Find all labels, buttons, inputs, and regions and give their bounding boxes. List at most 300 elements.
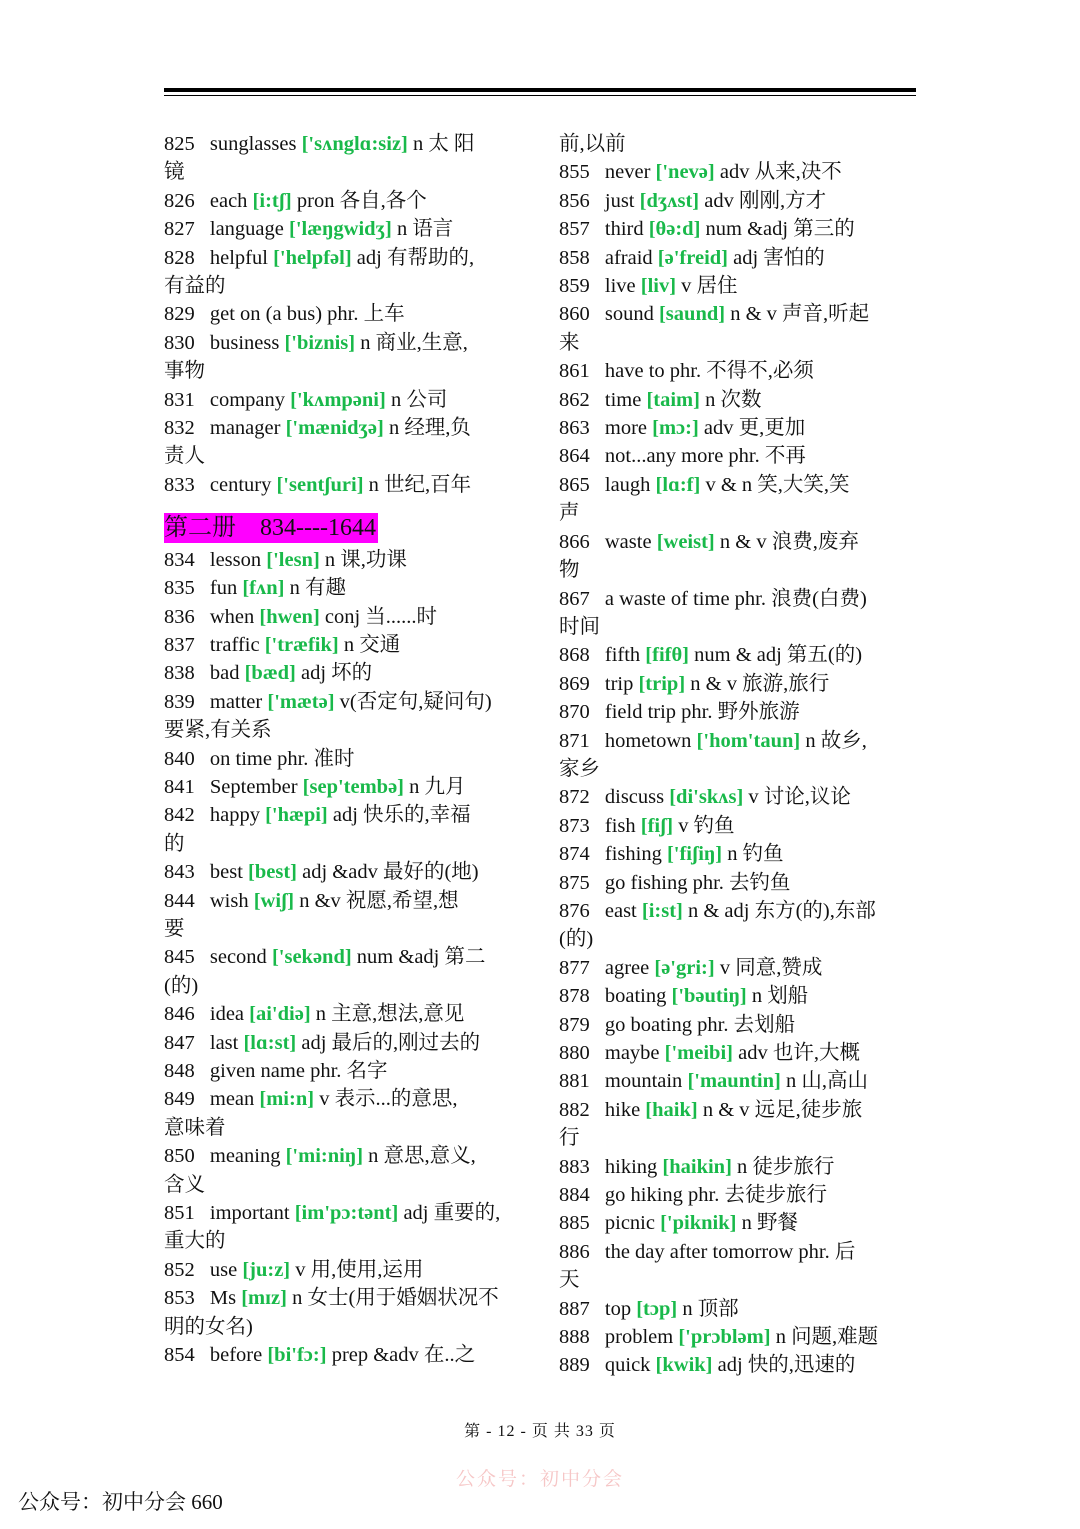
- entry-number: 875: [559, 871, 590, 894]
- entry-meaning: v 表示...的意思,: [319, 1088, 458, 1111]
- entry-word: business: [209, 331, 280, 354]
- entry-meaning: n & v 声音,听起: [730, 303, 870, 326]
- entry-word: last: [209, 1031, 239, 1054]
- entry-meaning-continued: 来: [559, 331, 580, 354]
- entry-number: 857: [559, 218, 590, 241]
- entry-meaning: n 山,高山: [785, 1070, 868, 1093]
- entry-phonetic: [sep'tembə]: [302, 775, 405, 798]
- entry-meaning: phr. 上车: [327, 303, 405, 326]
- entry-meaning: v 讨论,议论: [748, 786, 851, 809]
- vocab-entry: [164, 943, 524, 971]
- entry-number: 872: [559, 786, 590, 809]
- entry-word: before: [209, 1344, 263, 1367]
- entry-word: waste: [604, 530, 652, 553]
- entry-meaning: n 钓鱼: [727, 843, 784, 866]
- entry-phonetic: [dʒʌst]: [639, 189, 700, 212]
- entry-number: 826: [164, 189, 195, 212]
- entry-word: fish: [604, 814, 636, 837]
- entry-phonetic: ['sentʃuri]: [276, 473, 364, 496]
- entry-meaning-continued: 含义: [164, 1173, 205, 1196]
- entry-meaning: v 钓鱼: [678, 814, 735, 837]
- entry-word: top: [604, 1297, 632, 1320]
- entry-phonetic: ['lesn]: [266, 548, 320, 571]
- entry-word: wish: [209, 889, 249, 912]
- entry-word: fifth: [604, 644, 641, 667]
- entry-word: traffic: [209, 633, 260, 656]
- entry-word: picnic: [604, 1212, 655, 1235]
- entry-number: 852: [164, 1258, 195, 1281]
- vocab-entry: [559, 585, 919, 613]
- entry-word: quick: [604, 1354, 651, 1377]
- entry-number: 853: [164, 1287, 195, 1310]
- entry-meaning: adj 重要的,: [403, 1202, 501, 1225]
- entry-meaning: n 主意,想法,意见: [315, 1003, 465, 1026]
- entry-word: meaning: [209, 1145, 281, 1168]
- header-rule-thin: [164, 95, 916, 96]
- entry-word: company: [209, 388, 286, 411]
- entry-number: 855: [559, 161, 590, 184]
- entry-meaning: phr. 去划船: [697, 1013, 796, 1036]
- entry-phonetic: ['nevə]: [655, 161, 715, 184]
- entry-number: 836: [164, 605, 195, 628]
- entry-meaning: adv 从来,决不: [719, 161, 842, 184]
- entry-phonetic: ['træfik]: [264, 633, 339, 656]
- entry-word: live: [604, 275, 636, 298]
- entry-meaning: adj 害怕的: [733, 246, 825, 269]
- entry-meaning: adj 坏的: [301, 662, 373, 685]
- entry-meaning: adj 最后的,刚过去的: [301, 1031, 481, 1054]
- entry-number: 858: [559, 246, 590, 269]
- entry-number: 835: [164, 577, 195, 600]
- entry-meaning: adv 刚刚,方才: [704, 189, 827, 212]
- vocab-entry: [559, 641, 919, 669]
- entry-meaning-continued: (的): [164, 974, 199, 997]
- entry-phonetic: [bæd]: [244, 662, 296, 685]
- entry-meaning-continued: 镜: [164, 161, 185, 184]
- entry-phonetic: [fifθ]: [645, 644, 689, 667]
- entry-word: century: [209, 473, 272, 496]
- entry-meaning: n 野餐: [741, 1212, 798, 1235]
- entry-word: a waste of time: [604, 587, 730, 610]
- entry-meaning-continued: 意味着: [164, 1116, 226, 1139]
- entry-phonetic: [kwik]: [655, 1354, 713, 1377]
- section-heading: [164, 513, 524, 543]
- entry-word: boating: [604, 985, 667, 1008]
- entry-phonetic: ['bəutiŋ]: [671, 985, 747, 1008]
- entry-number: 832: [164, 417, 195, 440]
- vocab-entry: [164, 1057, 524, 1085]
- vocab-entry: [164, 215, 524, 243]
- entry-phonetic: [trip]: [638, 672, 686, 695]
- entry-phonetic: ['mauntin]: [687, 1070, 781, 1093]
- entry-word: happy: [209, 804, 260, 827]
- vocab-entry: [559, 471, 919, 499]
- vocab-entry: [559, 300, 919, 328]
- entry-number: 842: [164, 804, 195, 827]
- entry-meaning: v 用,使用,运用: [295, 1258, 424, 1281]
- entry-number: 860: [559, 303, 590, 326]
- entry-meaning-continued: 天: [559, 1269, 580, 1292]
- entry-word: fishing: [604, 843, 662, 866]
- entry-number: 846: [164, 1003, 195, 1026]
- vocab-entry: [559, 187, 919, 215]
- entry-number: 866: [559, 530, 590, 553]
- entry-number: 886: [559, 1240, 590, 1263]
- entry-meaning: phr. 去钓鱼: [692, 871, 791, 894]
- vocab-entry: [164, 1284, 524, 1312]
- entry-word: hiking: [604, 1155, 658, 1178]
- entry-word: hike: [604, 1098, 641, 1121]
- entry-meaning: phr. 后: [798, 1240, 856, 1263]
- entry-word: matter: [209, 690, 263, 713]
- entry-word: helpful: [209, 246, 268, 269]
- entry-meaning-continued: 有益的: [164, 275, 226, 298]
- entry-phonetic: ['mi:niŋ]: [285, 1145, 364, 1168]
- entry-word: use: [209, 1258, 238, 1281]
- entry-word: go fishing: [604, 871, 688, 894]
- vocab-entry: [559, 783, 919, 811]
- entry-phonetic: [θə:d]: [648, 218, 701, 241]
- vocab-entry: [559, 357, 919, 385]
- entry-meaning: n 意思,意义,: [368, 1145, 476, 1168]
- vocab-entry: [559, 1011, 919, 1039]
- entry-phonetic: [lɑ:f]: [655, 473, 701, 496]
- entry-meaning: adv 也许,大概: [738, 1042, 860, 1064]
- entry-number: 870: [559, 701, 590, 724]
- vocab-entry: [559, 812, 919, 840]
- entry-number: 859: [559, 275, 590, 298]
- entry-number: 851: [164, 1202, 195, 1225]
- credit-text: 公众号：初中分会 660: [18, 1490, 223, 1514]
- entry-word: when: [209, 605, 255, 628]
- entry-number: 845: [164, 946, 195, 969]
- entry-word: second: [209, 946, 267, 969]
- entry-meaning: adj 有帮助的,: [356, 246, 475, 269]
- entry-phonetic: ['fiʃiŋ]: [666, 843, 723, 866]
- entry-number: 881: [559, 1070, 590, 1093]
- entry-meaning: pron 各自,各个: [296, 189, 427, 212]
- entry-meaning: n 故乡,: [805, 729, 867, 752]
- vocab-entry: [559, 1238, 919, 1266]
- vocab-entry: [164, 187, 524, 215]
- entry-number: 848: [164, 1060, 195, 1082]
- vocab-entry: [164, 773, 524, 801]
- entry-word: have to: [604, 360, 665, 383]
- entry-phonetic: [fiʃ]: [640, 814, 674, 837]
- entry-phonetic: [i:tʃ]: [252, 189, 292, 212]
- entry-number: 841: [164, 775, 195, 798]
- entry-number: 884: [559, 1184, 590, 1207]
- entry-meaning: phr. 不得不,必须: [669, 360, 814, 383]
- entry-meaning: phr. 准时: [277, 747, 355, 770]
- entry-word: time: [604, 388, 642, 411]
- entry-meaning: n 徒步旅行: [737, 1155, 835, 1178]
- vocab-entry: [559, 840, 919, 868]
- entry-meaning: n 女士(用于婚姻状况不: [292, 1287, 499, 1310]
- entry-meaning: n 交通: [343, 633, 401, 656]
- vocab-entry: [559, 897, 919, 925]
- entry-number: 838: [164, 662, 195, 685]
- entry-word: maybe: [604, 1042, 660, 1064]
- vocab-entry: [559, 869, 919, 897]
- vocab-entry: [559, 1181, 919, 1209]
- entry-meaning-continued: 声: [559, 502, 580, 525]
- entry-meaning: num &adj 第二: [356, 946, 486, 969]
- vocab-entry: [164, 329, 524, 357]
- entry-word: hometown: [604, 729, 692, 752]
- vocab-entry: [559, 1351, 919, 1379]
- entry-meaning: adj 快的,迅速的: [717, 1354, 856, 1377]
- entry-word: never: [604, 161, 651, 184]
- vocab-entry: [164, 1029, 524, 1057]
- vocab-entry: [164, 603, 524, 631]
- entry-number: 839: [164, 690, 195, 713]
- vocab-entry: [164, 574, 524, 602]
- vocab-entry: [164, 386, 524, 414]
- entry-phonetic: [best]: [248, 861, 297, 884]
- entry-meaning: prep &adv 在..之: [331, 1344, 476, 1367]
- entry-meaning: n 九月: [409, 775, 466, 798]
- entry-number: 882: [559, 1098, 590, 1121]
- entry-number: 874: [559, 843, 590, 866]
- entry-meaning: phr. 名字: [310, 1060, 388, 1082]
- entry-phonetic: [hwen]: [259, 605, 320, 628]
- entry-meaning: n 次数: [705, 388, 762, 411]
- entry-phonetic: [haikin]: [662, 1155, 732, 1178]
- entry-number: 871: [559, 729, 590, 752]
- entry-phonetic: [ai'diə]: [249, 1003, 311, 1026]
- entry-number: 887: [559, 1297, 590, 1320]
- entry-meaning-continued: 行: [559, 1127, 580, 1150]
- entry-phonetic: [tɔp]: [636, 1297, 678, 1320]
- entry-number: 885: [559, 1212, 590, 1235]
- entry-number: 831: [164, 388, 195, 411]
- watermark: 公众号：初中分会: [455, 1469, 624, 1490]
- entry-meaning: n 商业,生意,: [360, 331, 468, 354]
- entry-number: 879: [559, 1013, 590, 1036]
- entry-phonetic: [mɔ:]: [652, 417, 699, 440]
- entry-number: 849: [164, 1088, 195, 1111]
- vocab-entry: [559, 244, 919, 272]
- entry-number: 827: [164, 218, 195, 241]
- entry-phonetic: ['meibi]: [664, 1042, 733, 1064]
- entry-meaning-continued: 明的女名): [164, 1315, 253, 1338]
- entry-number: 847: [164, 1031, 195, 1054]
- entry-word: the day after tomorrow: [604, 1240, 794, 1263]
- vocab-entry: [559, 1323, 919, 1351]
- entry-word: problem: [604, 1326, 674, 1349]
- entry-meaning-continued: 时间: [559, 615, 600, 638]
- entry-phonetic: [ə'freid]: [657, 246, 728, 269]
- vocab-entry: [164, 130, 524, 158]
- vocab-entry: [559, 442, 919, 470]
- vocab-column-left: [164, 130, 524, 1369]
- entry-word: sunglasses: [209, 133, 297, 155]
- entry-word: fun: [209, 577, 238, 600]
- entry-meaning-continued: 要: [164, 917, 185, 940]
- entry-word: each: [209, 189, 248, 212]
- entry-meaning: v 居住: [681, 275, 738, 298]
- vocab-entry: [164, 1341, 524, 1369]
- entry-word: given name: [209, 1060, 305, 1082]
- entry-number: 876: [559, 899, 590, 922]
- vocab-entry: [164, 887, 524, 915]
- entry-word: agree: [604, 956, 650, 979]
- entry-word: just: [604, 189, 635, 212]
- vocab-entry: [559, 727, 919, 755]
- entry-phonetic: ['mætə]: [267, 690, 335, 713]
- entry-meaning: n 课,功课: [324, 548, 407, 571]
- entry-meaning-continued: 物: [559, 559, 580, 582]
- entry-meaning: n 顶部: [682, 1297, 739, 1320]
- entry-number: 877: [559, 956, 590, 979]
- vocab-entry: [559, 1067, 919, 1095]
- entry-meaning: conj 当......时: [324, 605, 438, 628]
- vocab-entry: [559, 1295, 919, 1323]
- entry-word: lesson: [209, 548, 262, 571]
- vocab-entry: [164, 300, 524, 328]
- entry-meaning: v(否定句,疑问句): [339, 690, 492, 713]
- entry-number: 867: [559, 587, 590, 610]
- entry-word: September: [209, 775, 298, 798]
- vocab-entry: [164, 659, 524, 687]
- vocab-entry: [164, 858, 524, 886]
- entry-meaning: v 同意,赞成: [719, 956, 823, 979]
- entry-continuation: 前,以前: [559, 133, 626, 155]
- vocab-entry: [559, 272, 919, 300]
- vocab-entry: [559, 698, 919, 726]
- entry-meaning: num &adj 第三的: [705, 218, 855, 241]
- entry-number: 883: [559, 1155, 590, 1178]
- vocab-entry: [559, 670, 919, 698]
- entry-word: east: [604, 899, 637, 922]
- vocab-entry: [559, 982, 919, 1010]
- entry-phonetic: ['hom'taun]: [696, 729, 801, 752]
- entry-word: third: [604, 218, 644, 241]
- entry-meaning: n 有趣: [289, 577, 346, 600]
- vocab-entry: [559, 1096, 919, 1124]
- entry-phonetic: [taim]: [646, 388, 700, 411]
- entry-number: 861: [559, 360, 590, 383]
- entry-meaning: phr. 不再: [728, 445, 806, 468]
- vocab-entry: [559, 1039, 919, 1067]
- entry-meaning: adj &adv 最好的(地): [302, 861, 479, 884]
- entry-meaning: phr. 浪费(白费): [734, 587, 867, 610]
- entry-meaning: adj 快乐的,幸福: [332, 804, 471, 827]
- entry-number: 869: [559, 672, 590, 695]
- vocab-column-right: [559, 130, 919, 1380]
- entry-phonetic: [bi'fɔ:]: [267, 1344, 327, 1367]
- vocab-entry: [559, 215, 919, 243]
- entry-meaning: n & v 旅游,旅行: [690, 672, 830, 695]
- entry-meaning: num & adj 第五(的): [694, 644, 863, 667]
- vocab-entry: [559, 158, 919, 186]
- entry-phonetic: ['mænidʒə]: [285, 417, 384, 440]
- vocab-entry: [164, 1142, 524, 1170]
- vocab-entry: [164, 801, 524, 829]
- entry-word: more: [604, 417, 647, 440]
- entry-number: 837: [164, 633, 195, 656]
- entry-word: go boating: [604, 1013, 692, 1036]
- vocab-entry: [164, 745, 524, 773]
- entry-phonetic: [haik]: [645, 1098, 698, 1121]
- vocab-entry: [559, 414, 919, 442]
- entry-meaning: n 经理,负: [388, 417, 471, 440]
- entry-meaning: v & n 笑,大笑,笑: [705, 473, 850, 496]
- entry-word: mountain: [604, 1070, 683, 1093]
- entry-number: 863: [559, 417, 590, 440]
- entry-word: language: [209, 218, 284, 241]
- vocab-entry: [164, 1000, 524, 1028]
- entry-meaning-continued: (的): [559, 928, 594, 951]
- entry-meaning-continued: 责人: [164, 445, 205, 468]
- entry-number: 834: [164, 548, 195, 571]
- entry-phonetic: ['prɔbləm]: [678, 1326, 771, 1349]
- entry-number: 873: [559, 814, 590, 837]
- entry-word: field trip: [604, 701, 677, 724]
- entry-phonetic: [ə'gri:]: [654, 956, 715, 979]
- entry-word: laugh: [604, 473, 651, 496]
- entry-word: go hiking: [604, 1184, 683, 1207]
- entry-word: not...any more: [604, 445, 724, 468]
- entry-word: manager: [209, 417, 281, 440]
- vocab-entry: [164, 244, 524, 272]
- entry-word: idea: [209, 1003, 245, 1026]
- entry-number: 854: [164, 1344, 195, 1367]
- entry-meaning-continued: 家乡: [559, 757, 600, 780]
- entry-phonetic: ['biznis]: [284, 331, 356, 354]
- entry-meaning: n & v 远足,徒步旅: [702, 1098, 863, 1121]
- entry-number: 850: [164, 1145, 195, 1168]
- entry-number: 856: [559, 189, 590, 212]
- vocab-entry: [164, 1199, 524, 1227]
- entry-word: afraid: [604, 246, 653, 269]
- vocab-entry: [559, 386, 919, 414]
- entry-word: trip: [604, 672, 634, 695]
- entry-number: 833: [164, 473, 195, 496]
- entry-meaning: n & v 浪费,废弃: [719, 530, 859, 553]
- page-footer: 第 - 12 - 页 共 33 页: [464, 1423, 616, 1440]
- entry-word: Ms: [209, 1287, 237, 1310]
- entry-phonetic: [liv]: [640, 275, 677, 298]
- entry-phonetic: ['sekənd]: [271, 946, 352, 969]
- entry-phonetic: ['kʌmpəni]: [290, 388, 386, 411]
- entry-word: sound: [604, 303, 654, 326]
- entry-phonetic: [im'pɔ:tənt]: [294, 1202, 399, 1225]
- entry-number: 844: [164, 889, 195, 912]
- vocab-entry: [164, 1085, 524, 1113]
- entry-meaning: n 公司: [390, 388, 448, 411]
- entry-number: 880: [559, 1042, 590, 1064]
- entry-meaning: n 问题,难题: [775, 1326, 879, 1349]
- entry-word: discuss: [604, 786, 665, 809]
- entry-phonetic: [mi:n]: [259, 1088, 315, 1111]
- entry-meaning-continued: 事物: [164, 360, 205, 383]
- entry-phonetic: [fʌn]: [242, 577, 285, 600]
- vocab-entry: [164, 688, 524, 716]
- entry-phonetic: [mɪz]: [241, 1287, 287, 1310]
- entry-meaning: adv 更,更加: [703, 417, 806, 440]
- entry-meaning: n 世纪,百年: [368, 473, 472, 496]
- entry-meaning: n &v 祝愿,希望,想: [299, 889, 459, 912]
- entry-phonetic: [i:st]: [641, 899, 683, 922]
- entry-word: best: [209, 861, 243, 884]
- entry-meaning: phr. 去徒步旅行: [688, 1184, 827, 1207]
- entry-number: 862: [559, 388, 590, 411]
- entry-meaning: n 划船: [751, 985, 809, 1008]
- entry-word: bad: [209, 662, 240, 685]
- entry-meaning: n & adj 东方(的),东部: [687, 899, 876, 922]
